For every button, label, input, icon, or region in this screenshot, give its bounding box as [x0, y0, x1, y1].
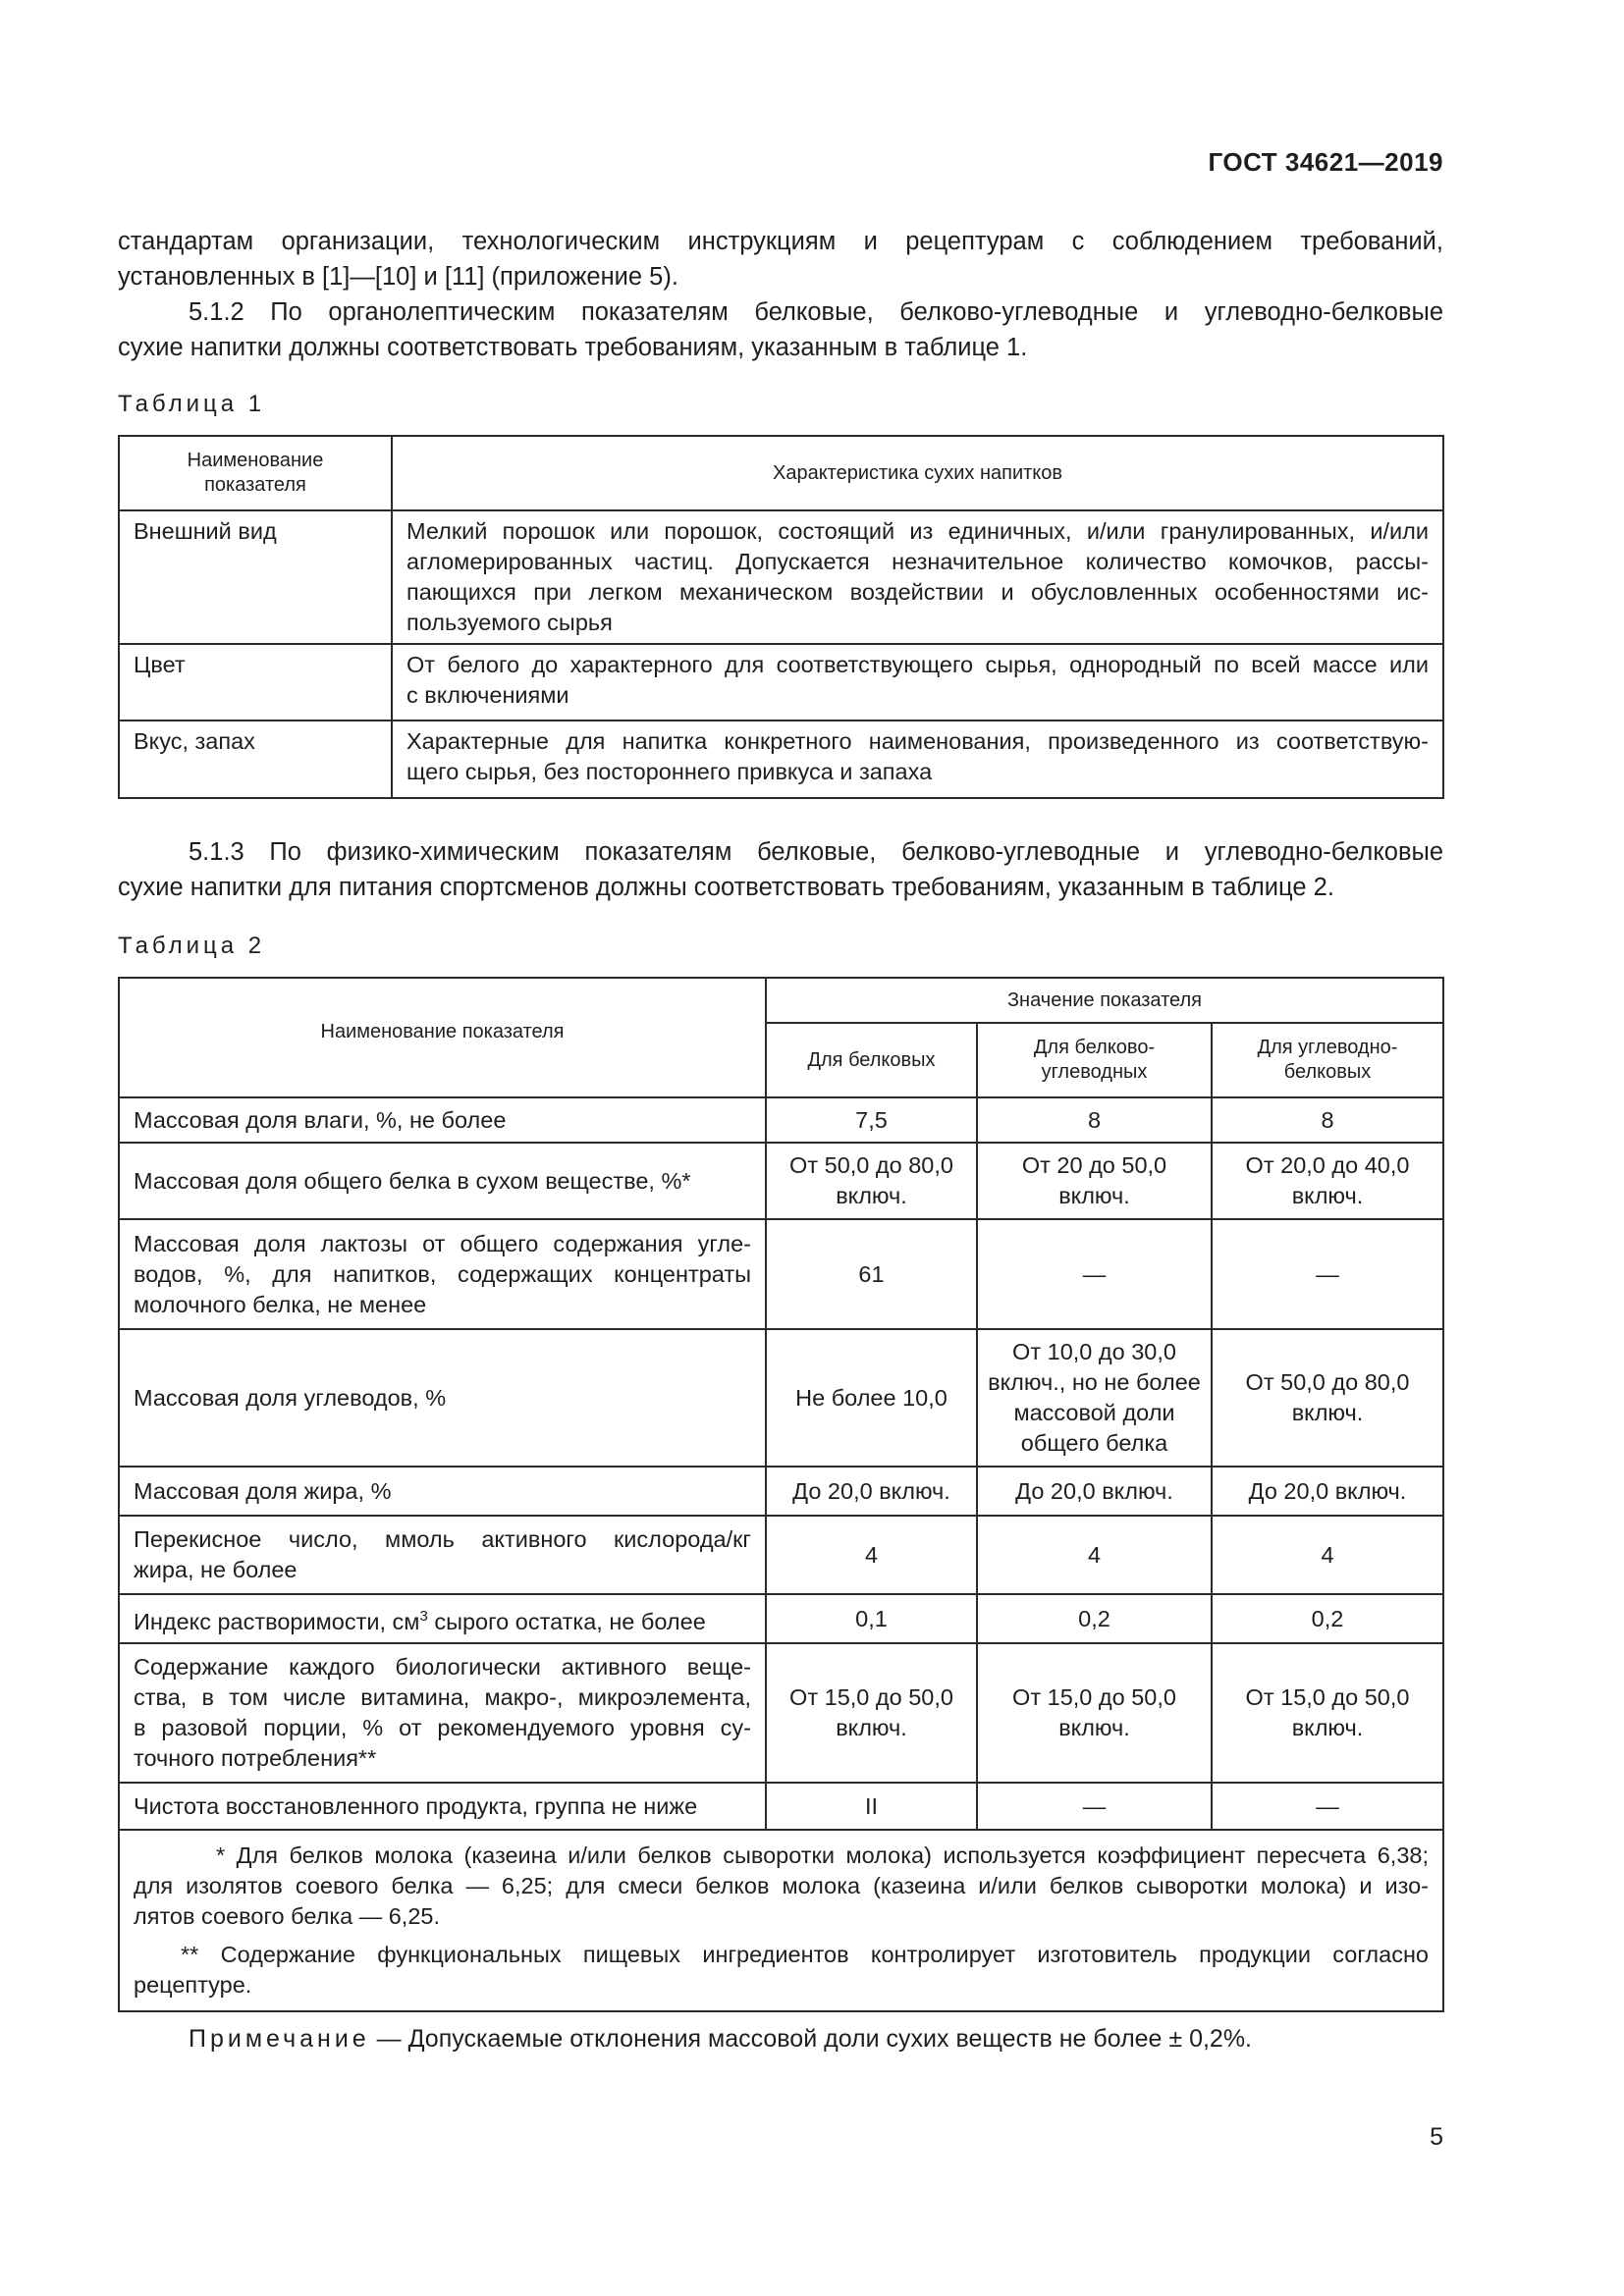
value-cell: [766, 1643, 977, 1783]
text-line: пающихся при легком механическом воздействии и обусловленных особенностями ис-: [406, 579, 1429, 605]
table-row: [119, 1329, 1443, 1467]
row-name: Вкус, запах: [119, 721, 392, 798]
row-name: Чистота восстановленного продукта, группа не ниже: [119, 1783, 766, 1830]
text-part: Индекс растворимости, см: [134, 1608, 420, 1634]
text-line: установленных в [1]—[10] и [11] (приложение 5).: [118, 263, 678, 291]
value-text: общего белка: [1020, 1430, 1168, 1456]
text-line: пользуемого сырья: [406, 610, 613, 635]
value-text: От 20 до 50,0: [1021, 1152, 1167, 1178]
value-text: включ.: [1058, 1183, 1130, 1208]
value-cell: [1212, 1643, 1443, 1783]
text-line: лятов соевого белка — 6,25.: [134, 1903, 441, 1929]
text-line: водов, %, для напитков, содержащих концентраты: [134, 1260, 751, 1287]
header-text: Для углеводно-: [1257, 1037, 1398, 1058]
value-cell: [977, 1329, 1212, 1467]
row-name: Массовая доля углеводов, %: [119, 1329, 766, 1467]
value-cell: Не более 10,0: [766, 1329, 977, 1467]
text-line: точного потребления**: [134, 1745, 377, 1771]
value-cell: До 20,0 включ.: [977, 1467, 1212, 1516]
row-value: [392, 510, 1443, 644]
value-text: включ.: [1291, 1715, 1364, 1740]
text-line: ** Содержание функциональных пищевых ингредиентов контролирует изготовитель продукции согласно: [181, 1942, 1429, 1967]
value-cell: —: [977, 1783, 1212, 1830]
text-line: в разовой порции, % от рекомендуемого уровня су-: [134, 1715, 751, 1740]
table-row: [119, 1097, 1443, 1143]
row-name: [119, 1219, 766, 1329]
value-cell: [1212, 1143, 1443, 1219]
header-text: углеводных: [1041, 1061, 1148, 1083]
table-1: [118, 435, 1444, 799]
value-text: включ.: [1291, 1400, 1364, 1425]
value-cell: 8: [1212, 1097, 1443, 1143]
text-line: молочного белка, не менее: [134, 1291, 427, 1317]
value-cell: —: [1212, 1219, 1443, 1329]
note-text: — Допускаемые отклонения массовой доли сухих веществ не более ± 0,2%.: [369, 2025, 1253, 2053]
value-cell: 0,1: [766, 1594, 977, 1643]
text-line: * Для белков молока (казеина и/или белков сыворотки молока) используется коэффициент пересчета 6,38;: [216, 1842, 1429, 1868]
row-name: Массовая доля влаги, %, не более: [119, 1097, 766, 1143]
paragraph-5-1-3: [118, 834, 1443, 905]
value-cell: До 20,0 включ.: [766, 1467, 977, 1516]
value-cell: 4: [766, 1516, 977, 1594]
table-1-caption: Таблица 1: [118, 391, 266, 417]
table-note: [189, 2025, 1252, 2054]
text-line: для изолятов соевого белка — 6,25; для смеси белков молока (казеина и/или белков сыворотки молока) и изо-: [134, 1873, 1429, 1898]
header-text: Для белково-: [1033, 1037, 1156, 1058]
row-name: Внешний вид: [119, 510, 392, 644]
value-cell: До 20,0 включ.: [1212, 1467, 1443, 1516]
text-line: Массовая доля лактозы от общего содержания угле-: [134, 1230, 751, 1256]
table-row: [119, 721, 1443, 798]
value-cell: 61: [766, 1219, 977, 1329]
header-cell: [119, 436, 392, 510]
value-text: От 10,0 до 30,0: [1012, 1339, 1176, 1364]
text-line: агломерированных частиц. Допускается незначительное количество комочков, рассы-: [406, 549, 1429, 574]
row-name: Цвет: [119, 644, 392, 721]
footnote-1: [134, 1841, 1429, 1932]
paragraph-continuation: [118, 224, 1443, 294]
value-cell: 4: [977, 1516, 1212, 1594]
row-name: Массовая доля общего белка в сухом веществе, %*: [119, 1143, 766, 1219]
table-footnotes-row: [119, 1830, 1443, 2011]
value-text: От 50,0 до 80,0: [1245, 1369, 1410, 1395]
standard-code: ГОСТ 34621—2019: [1208, 147, 1443, 177]
table-footnotes: [119, 1830, 1443, 2011]
text-line: с включениями: [406, 682, 569, 708]
header-cell: [977, 1023, 1212, 1097]
value-cell: 8: [977, 1097, 1212, 1143]
text-line: Мелкий порошок или порошок, состоящий из единичных, и/или гранулированных, и/или: [406, 518, 1429, 544]
text-line: 5.1.2 По органолептическим показателям белковые, белково-углеводные и углеводно-белковые: [189, 298, 1443, 326]
text-line: сухие напитки должны соответствовать требованиям, указанным в таблице 1.: [118, 334, 1028, 361]
value-cell: [977, 1643, 1212, 1783]
row-name: [119, 1516, 766, 1594]
value-cell: [1212, 1329, 1443, 1467]
row-value: [392, 721, 1443, 798]
table-row: [119, 644, 1443, 721]
text-line: стандартам организации, технологическим инструкциям и рецептурам с соблюдением требований,: [118, 228, 1443, 255]
text-line: Характерные для напитка конкретного наименования, произведенного из соответствую-: [406, 728, 1429, 754]
value-text: От 15,0 до 50,0: [1012, 1684, 1176, 1710]
text-line: Содержание каждого биологически активного веще-: [134, 1654, 751, 1680]
text-line: сухие напитки для питания спортсменов должны соответствовать требованиям, указанным в таблице 2.: [118, 874, 1334, 901]
note-label: Примечание: [189, 2025, 370, 2053]
table-header-row: [119, 436, 1443, 510]
row-name: [119, 1594, 766, 1643]
table-row: [119, 1219, 1443, 1329]
text-line: рецептуре.: [134, 1972, 252, 1998]
value-cell: [977, 1143, 1212, 1219]
value-cell: II: [766, 1783, 977, 1830]
value-cell: 7,5: [766, 1097, 977, 1143]
header-cell: Наименование показателя: [119, 978, 766, 1097]
page-number: 5: [1430, 2123, 1443, 2151]
value-cell: —: [977, 1219, 1212, 1329]
text-part: сырого остатка, не более: [427, 1608, 706, 1634]
value-cell: 0,2: [1212, 1594, 1443, 1643]
table-row: [119, 1643, 1443, 1783]
value-text: От 15,0 до 50,0: [1245, 1684, 1410, 1710]
table-header-row: [119, 978, 1443, 1023]
superscript: 3: [419, 1607, 428, 1625]
text-line: От белого до характерного для соответствующего сырья, однородный по всей массе или: [406, 652, 1429, 677]
text-line: жира, не более: [134, 1557, 298, 1582]
table-row: [119, 1783, 1443, 1830]
value-cell: —: [1212, 1783, 1443, 1830]
table-row: [119, 1143, 1443, 1219]
value-text: включ.: [1058, 1715, 1130, 1740]
value-text: массовой доли: [1013, 1400, 1175, 1425]
table-2: [118, 977, 1444, 2012]
value-text: От 20,0 до 40,0: [1245, 1152, 1410, 1178]
header-text: Наименование: [187, 450, 324, 471]
value-text: включ., но не более: [988, 1369, 1201, 1395]
value-cell: [766, 1143, 977, 1219]
text-line: 5.1.3 По физико-химическим показателям белковые, белково-углеводные и углеводно-белковые: [189, 838, 1443, 866]
table-row: [119, 1516, 1443, 1594]
row-value: [392, 644, 1443, 721]
text-line: Перекисное число, ммоль активного кислорода/кг: [134, 1526, 751, 1552]
value-text: От 50,0 до 80,0: [789, 1152, 953, 1178]
row-name: [119, 1643, 766, 1783]
header-text: белковых: [1283, 1061, 1372, 1083]
value-text: От 15,0 до 50,0: [789, 1684, 953, 1710]
paragraph-5-1-2: [118, 294, 1443, 365]
header-group-cell: Значение показателя: [766, 978, 1443, 1023]
table-2-caption: Таблица 2: [118, 933, 266, 959]
text-line: щего сырья, без постороннего привкуса и запаха: [406, 759, 933, 784]
value-cell: 4: [1212, 1516, 1443, 1594]
header-cell: Для белковых: [766, 1023, 977, 1097]
value-cell: 0,2: [977, 1594, 1212, 1643]
value-text: включ.: [1291, 1183, 1364, 1208]
header-cell: Характеристика сухих напитков: [392, 436, 1443, 510]
row-name: Массовая доля жира, %: [119, 1467, 766, 1516]
table-row: [119, 1594, 1443, 1643]
header-text: показателя: [204, 474, 306, 496]
table-row: [119, 1467, 1443, 1516]
footnote-2: [134, 1940, 1429, 2001]
text-line: ства, в том числе витамина, макро-, микроэлемента,: [134, 1684, 751, 1710]
value-text: включ.: [836, 1183, 907, 1208]
value-text: включ.: [836, 1715, 907, 1740]
header-cell: [1212, 1023, 1443, 1097]
table-row: [119, 510, 1443, 644]
